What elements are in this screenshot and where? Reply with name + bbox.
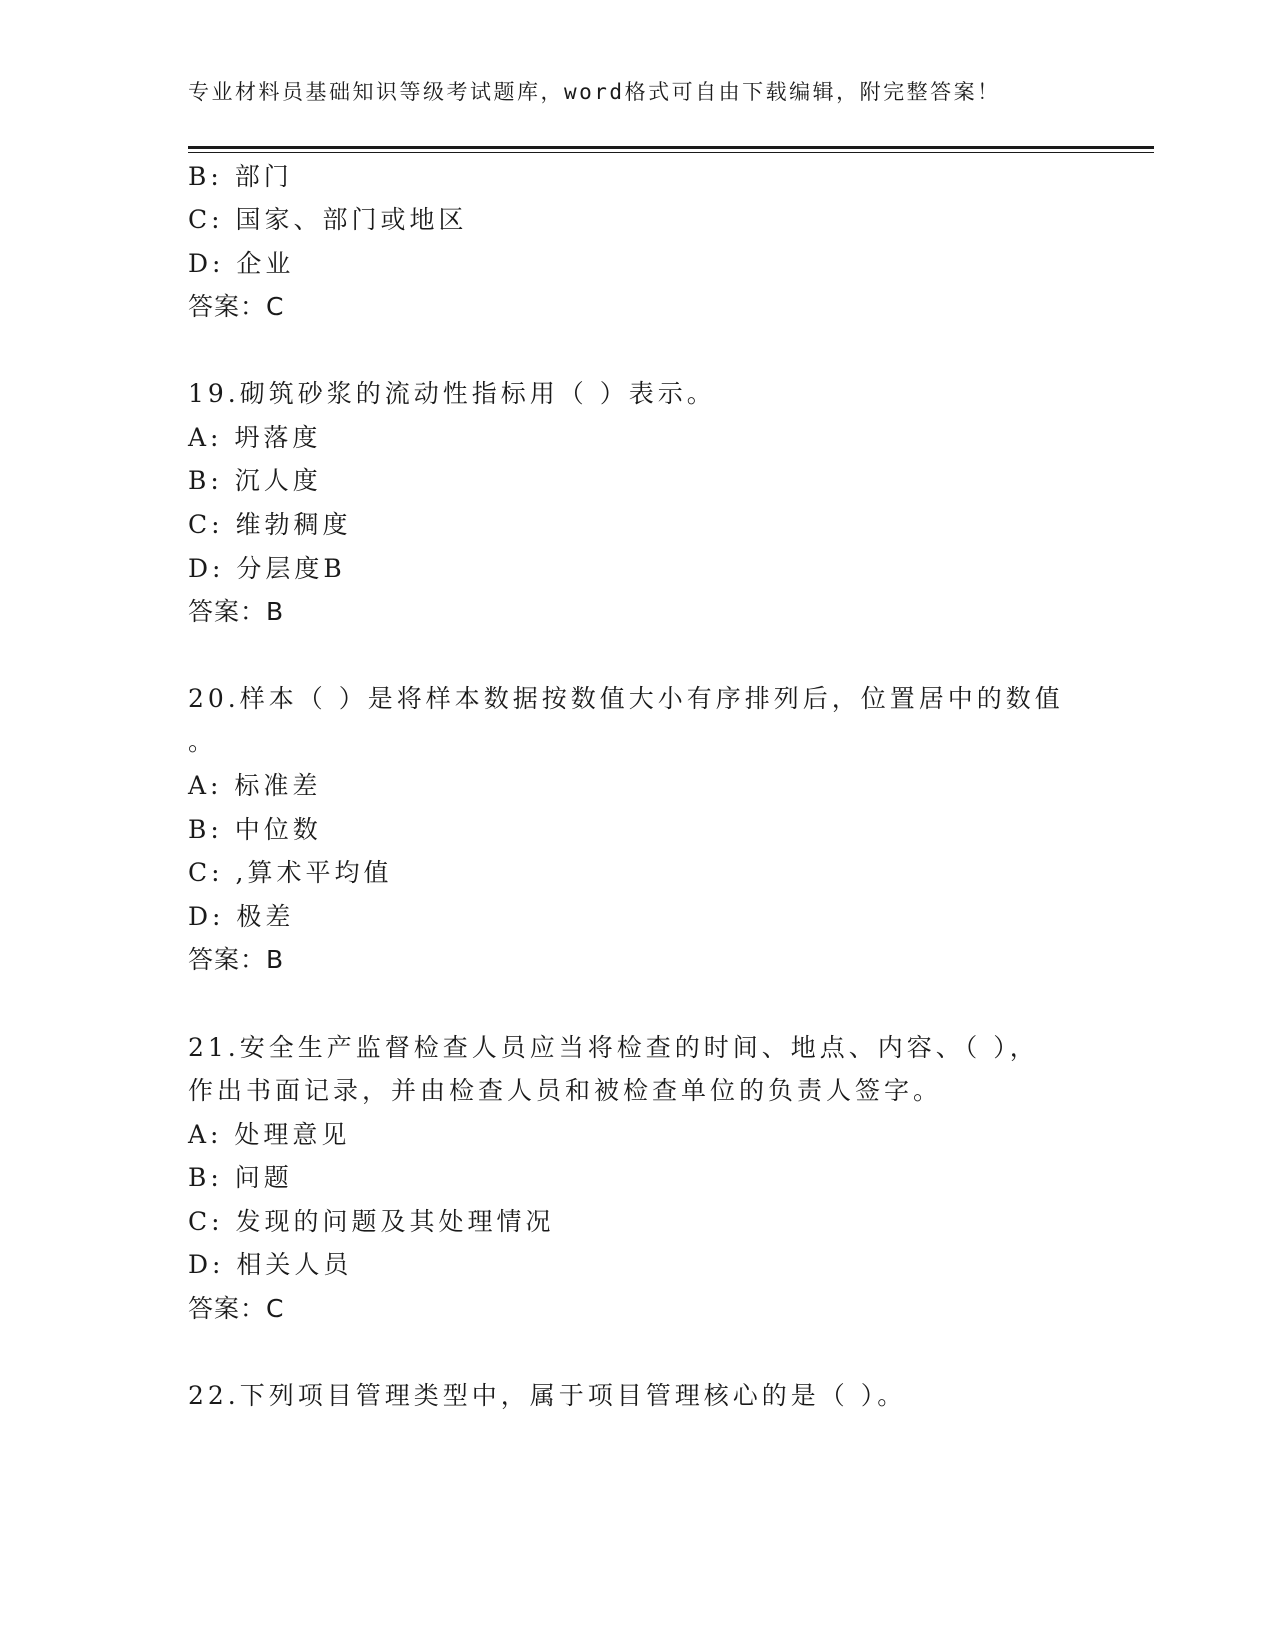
q21-option-c: C: 发现的问题及其处理情况 [188,1207,555,1236]
header-rule-thick [188,146,1154,149]
q20-stem-line1: 20.样本（ ）是将样本数据按数值大小有序排列后，位置居中的数值 [188,684,1064,713]
q19-option-b: B: 沉人度 [188,466,322,495]
q20-option-d: D: 极差 [188,902,295,931]
q19-option-c: C: 维勃稠度 [188,510,352,539]
q22-stem: 22.下列项目管理类型中，属于项目管理核心的是（ ）。 [188,1381,907,1410]
q21-stem-line2: 作出书面记录，并由检查人员和被检查单位的负责人签字。 [188,1076,943,1105]
q21-answer: 答案：C [188,1294,285,1323]
q19-answer: 答案：B [188,597,285,626]
q20-option-a: A: 标准差 [188,771,322,800]
page-header: 专业材料员基础知识等级考试题库，word格式可自由下载编辑，附完整答案！ [188,80,1001,104]
q19-option-d: D: 分层度B [188,554,346,583]
q20-stem-line2: 。 [188,727,218,756]
q21-option-d: D: 相关人员 [188,1250,353,1279]
q18-option-d: D: 企业 [188,249,295,278]
q21-stem-line1: 21.安全生产监督检查人员应当将检查的时间、地点、内容、（ ）， [188,1033,1039,1062]
q18-answer: 答案：C [188,292,285,321]
q18-option-c: C: 国家、部门或地区 [188,205,468,234]
header-rule-thin [188,152,1154,153]
q18-option-b: B: 部门 [188,162,293,191]
q20-answer: 答案：B [188,945,285,974]
q19-stem: 19.砌筑砂浆的流动性指标用（ ）表示。 [188,379,716,408]
q20-option-c: C: ,算术平均值 [188,858,393,887]
q20-option-b: B: 中位数 [188,815,322,844]
q21-option-a: A: 处理意见 [188,1120,351,1149]
q19-option-a: A: 坍落度 [188,423,322,452]
q21-option-b: B: 问题 [188,1163,293,1192]
